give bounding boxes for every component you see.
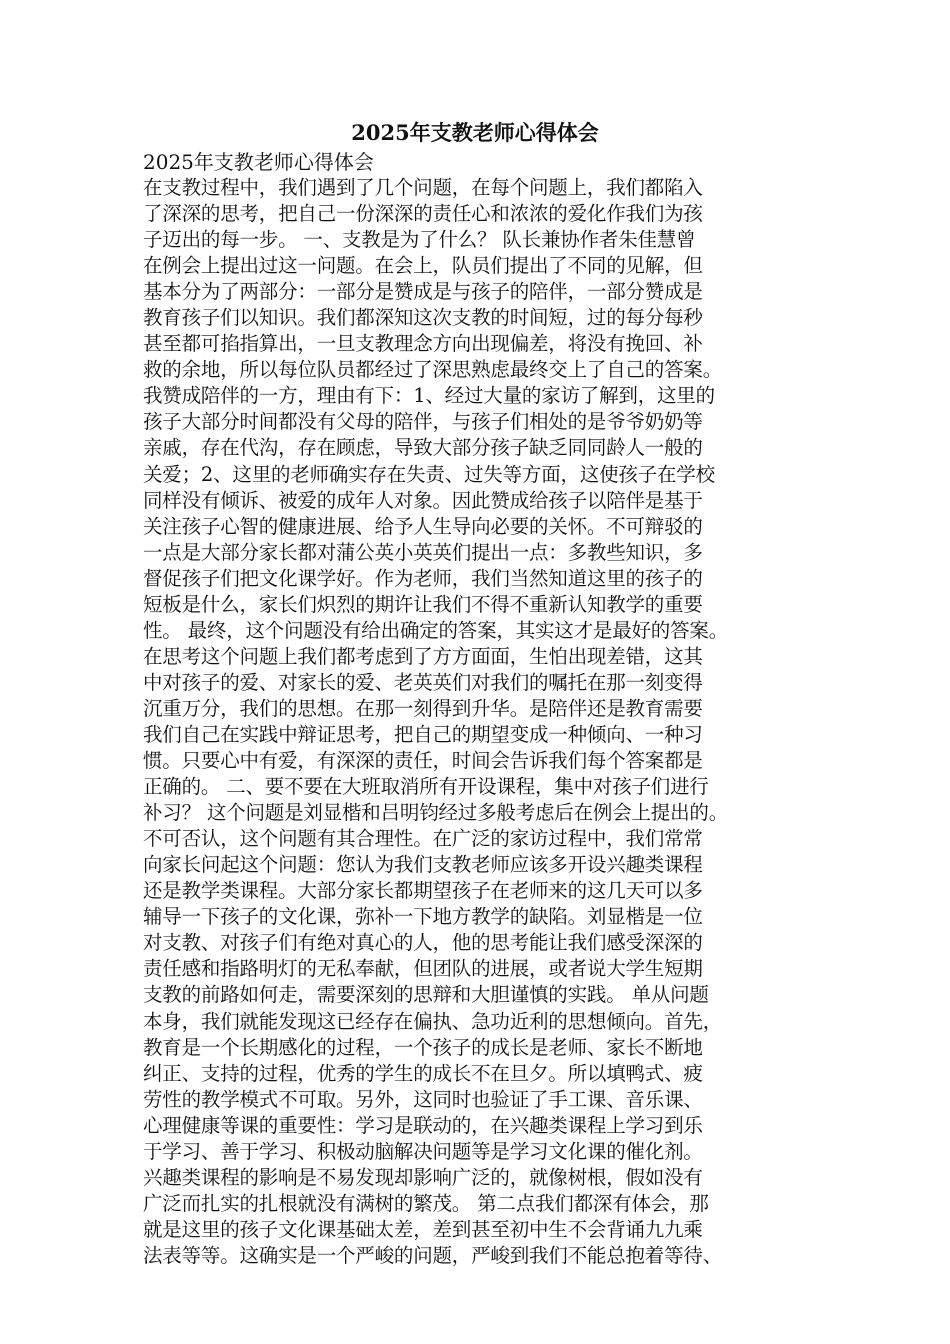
body-line: 纠正、支持的过程，优秀的学生的成长不在旦夕。所以填鸭式、疲 <box>143 1061 703 1085</box>
body-line: 广泛而扎实的扎根就没有满树的繁茂。 第二点我们都深有体会，那 <box>143 1191 709 1215</box>
body-line: 关注孩子心智的健康进展、给予人生导向必要的关怀。不可辩驳的 <box>143 514 703 538</box>
document-body <box>143 175 823 1269</box>
body-line: 惯。只要心中有爱，有深深的责任，时间会告诉我们每个答案都是 <box>143 749 703 773</box>
body-line: 在支教过程中，我们遇到了几个问题，在每个问题上，我们都陷入 <box>143 176 703 199</box>
body-line: 教育是一个长期感化的过程，一个孩子的成长是老师、家长不断地 <box>143 1035 703 1059</box>
body-line: 性。 最终，这个问题没有给出确定的答案，其实这才是最好的答案。 <box>143 618 728 642</box>
document-subtitle: 2025年支教老师心得体会 <box>143 150 374 174</box>
body-line: 孩子大部分时间都没有父母的陪伴，与孩子们相处的是爷爷奶奶等 <box>143 410 703 434</box>
body-line: 还是教学类课程。大部分家长都期望孩子在老师来的这几天可以多 <box>143 879 703 903</box>
body-line: 沉重万分，我们的思想。在那一刻得到升华。是陪伴还是教育需要 <box>143 696 703 720</box>
body-line: 辅导一下孩子的文化课，弥补一下地方教学的缺陷。刘显楷是一位 <box>143 905 703 929</box>
body-line: 不可否认，这个问题有其合理性。在广泛的家访过程中，我们常常 <box>143 827 703 851</box>
body-line: 就是这里的孩子文化课基础太差，差到甚至初中生不会背诵九九乘 <box>143 1217 703 1241</box>
body-line: 本身，我们就能发现这已经存在偏执、急功近利的思想倾向。首先， <box>143 1009 723 1033</box>
body-line: 对支教、对孩子们有绝对真心的人，他的思考能让我们感受深深的 <box>143 931 703 955</box>
body-line: 支教的前路如何走，需要深刻的思辩和大胆谨慎的实践。 单从问题 <box>143 983 709 1007</box>
body-line: 教育孩子们以知识。我们都深知这次支教的时间短，过的每分每秒 <box>143 306 703 330</box>
body-line: 一点是大部分家长都对蒲公英小英英们提出一点：多教些知识，多 <box>143 540 703 564</box>
body-line: 中对孩子的爱、对家长的爱、老英英们对我们的嘱托在那一刻变得 <box>143 670 703 694</box>
body-line: 责任感和指路明灯的无私奉献，但团队的进展，或者说大学生短期 <box>143 957 703 981</box>
body-line: 兴趣类课程的影响是不易发现却影响广泛的，就像树根，假如没有 <box>143 1165 703 1189</box>
body-line: 向家长问起这个问题：您认为我们支教老师应该多开设兴趣类课程 <box>143 853 703 877</box>
document-title: 2025年支教老师心得体会 <box>351 120 599 145</box>
body-line: 短板是什么，家长们炽烈的期许让我们不得不重新认知教学的重要 <box>143 592 703 616</box>
body-line: 我赞成陪伴的一方，理由有下：1、经过大量的家访了解到，这里的 <box>143 384 715 408</box>
body-line: 补习？ 这个问题是刘显楷和吕明钧经过多般考虑后在例会上提出的。 <box>143 801 728 825</box>
body-line: 子迈出的每一步。 一、支教是为了什么？ 队长兼协作者朱佳慧曾 <box>143 228 696 252</box>
body-line: 甚至都可掐指算出，一旦支教理念方向出现偏差，将没有挽回、补 <box>143 332 703 356</box>
body-line: 正确的。 二、要不要在大班取消所有开设课程，集中对孩子们进行 <box>143 775 709 799</box>
body-line: 亲戚，存在代沟，存在顾虑，导致大部分孩子缺乏同同龄人一般的 <box>143 436 703 460</box>
body-line: 救的余地，所以每位队员都经过了深思熟虑最终交上了自己的答案。 <box>143 358 723 382</box>
body-line: 督促孩子们把文化课学好。作为老师，我们当然知道这里的孩子的 <box>143 566 703 590</box>
body-line: 在例会上提出过这一问题。在会上，队员们提出了不同的见解，但 <box>143 254 703 278</box>
body-line: 了深深的思考，把自己一份深深的责任心和浓浓的爱化作我们为孩 <box>143 202 703 226</box>
body-line: 法表等等。这确实是一个严峻的问题，严峻到我们不能总抱着等待、 <box>143 1243 723 1267</box>
body-line: 基本分为了两部分：一部分是赞成是与孩子的陪伴，一部分赞成是 <box>143 280 703 304</box>
body-line: 劳性的教学模式不可取。另外，这同时也验证了手工课、音乐课、 <box>143 1087 703 1111</box>
body-line: 在思考这个问题上我们都考虑到了方方面面，生怕出现差错，这其 <box>143 644 703 668</box>
body-line: 同样没有倾诉、被爱的成年人对象。因此赞成给孩子以陪伴是基于 <box>143 488 703 512</box>
body-line: 我们自己在实践中辩证思考，把自己的期望变成一种倾向、一种习 <box>143 722 703 746</box>
body-line: 关爱；2、这里的老师确实存在失责、过失等方面，这使孩子在学校 <box>143 462 715 486</box>
body-line: 于学习、善于学习、积极动脑解决问题等是学习文化课的催化剂。 <box>143 1139 703 1163</box>
body-line: 心理健康等课的重要性：学习是联动的，在兴趣类课程上学习到乐 <box>143 1113 703 1137</box>
